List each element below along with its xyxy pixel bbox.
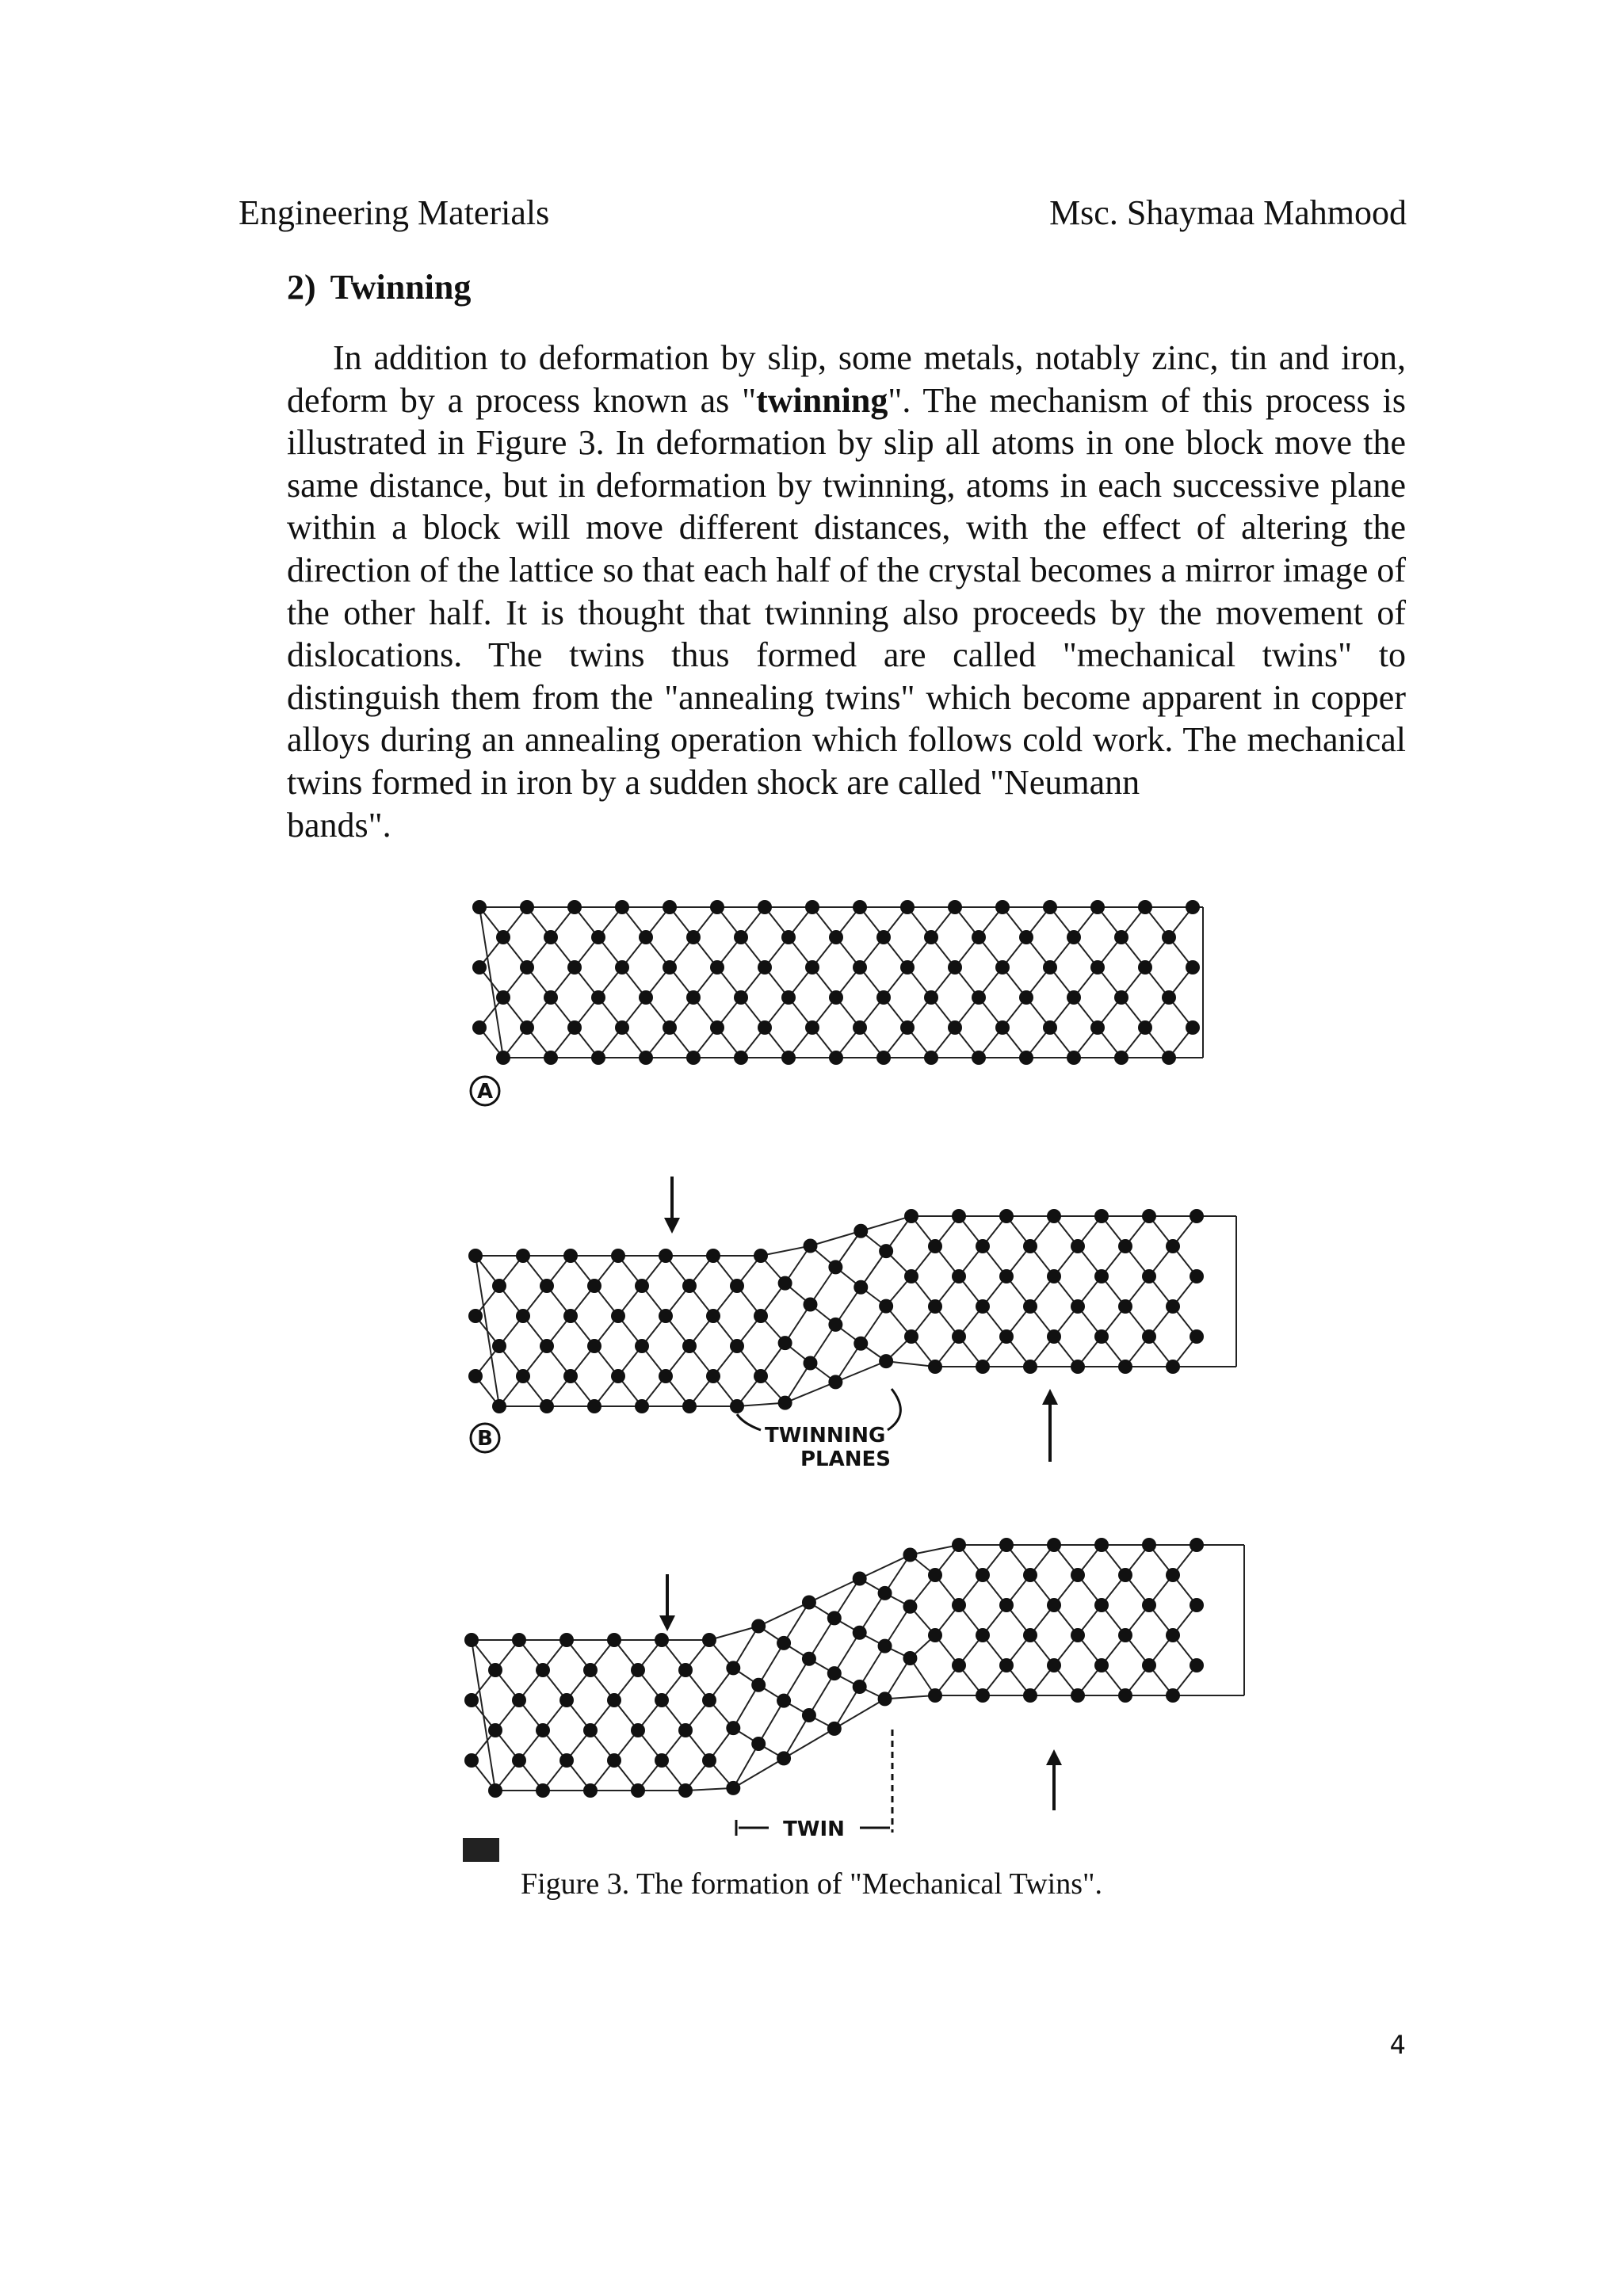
panel-c-down-arrowhead: [659, 1615, 675, 1631]
panel-a-lattice: [472, 900, 1203, 1065]
twinning-planes-pointer-2: [888, 1389, 900, 1430]
panel-c-label-smudge: [463, 1838, 499, 1862]
svg-text:A: A: [476, 1080, 494, 1104]
paragraph-last-line: bands".: [287, 805, 391, 845]
panel-a-label: [471, 1077, 499, 1105]
header-course-title: Engineering Materials: [239, 193, 550, 232]
twinning-planes-label-1: TWINNING: [765, 1424, 886, 1447]
paragraph-text-2: ". The mechanism of this process is illustrated in Figure 3. In deformation by slip all atoms in one block move the same distance, but in deformation by twinning, atoms in each successive plane within a block will move different distances, with the effect of altering the direction of the lattice so that each half of the crystal becomes a mirror image of the other half. It is thought that twinning also proceeds by the movement of dislocations. The twins thus formed are called "mechanical twins" to distinguish them from the "annealing twins" which become apparent in copper alloys during an annealing operation which follows cold work. The mechanical twins formed in iron by a sudden shock are called "Neumann: [287, 380, 1406, 802]
header-author: Msc. Shaymaa Mahmood: [1049, 193, 1407, 232]
page-number: 4: [1389, 2030, 1406, 2060]
paragraph-bold-term: twinning: [756, 380, 888, 420]
twin-label: TWIN: [783, 1817, 845, 1841]
twinning-planes-pointer-1: [737, 1414, 761, 1430]
lattice-diagram: [444, 891, 1268, 1866]
figure-caption: Figure 3. The formation of "Mechanical Twins".: [520, 1867, 1103, 1901]
panel-c-lattice: [464, 1538, 1244, 1798]
body-paragraph: [287, 337, 1406, 846]
twinning-planes-label-2: PLANES: [800, 1447, 891, 1471]
panel-b-label: [471, 1424, 499, 1452]
section-heading: [287, 267, 471, 307]
svg-text:B: B: [477, 1427, 493, 1451]
panel-c-up-arrowhead: [1046, 1749, 1062, 1765]
section-number: 2): [287, 268, 316, 307]
paragraph-text-1: In addition to deformation by slip, some metals, notably zinc, tin and iron, deform by a process known as ": [287, 338, 1406, 420]
panel-b-up-arrowhead: [1042, 1389, 1058, 1405]
panel-b-down-arrowhead: [664, 1218, 680, 1234]
section-title: Twinning: [330, 268, 472, 307]
twinning-figure: [444, 891, 1268, 1866]
panel-b-lattice: [468, 1209, 1236, 1413]
